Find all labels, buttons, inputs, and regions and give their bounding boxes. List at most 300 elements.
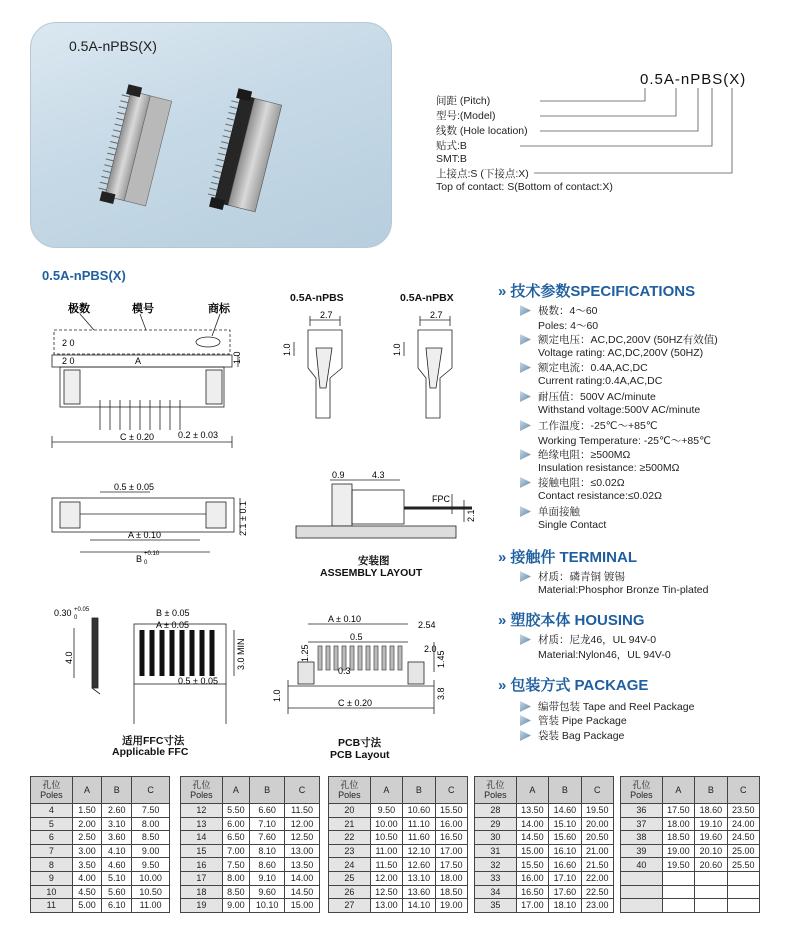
spec-withstand-cn: 耐压值：500V AC/minute [538, 391, 656, 403]
cell-value: 12.00 [285, 817, 320, 831]
table-row [31, 817, 170, 831]
ffc-title-en: Applicable FFC [112, 746, 189, 758]
pcb-title-cn: PCB寸法 [338, 737, 382, 749]
cell-value: 18.10 [549, 899, 581, 913]
cell-value: 18.60 [695, 804, 727, 818]
top-dim-b-tol: +0.10 [144, 551, 160, 557]
assembly-d2: 4.3 [372, 470, 385, 480]
side-w2: 2.7 [430, 310, 443, 320]
spec-voltage-en: Voltage rating: AC,DC,200V (50HZ) [538, 347, 704, 359]
table-row [621, 885, 760, 899]
front-num-2: 2 0 [62, 356, 75, 366]
table-row [31, 858, 170, 872]
header-c: C [435, 777, 467, 804]
front-num-1: 2 0 [62, 338, 75, 348]
cell-value: 16.10 [549, 844, 581, 858]
cell-value [727, 885, 759, 899]
ffc-a: A ± 0.05 [156, 620, 189, 630]
cell-value: 10.00 [132, 871, 170, 885]
model-code-leader-lines [0, 0, 800, 200]
table-row [181, 817, 320, 831]
cell-value: 10.10 [250, 899, 285, 913]
cell-value: 14.50 [285, 885, 320, 899]
cell-value: 10.60 [403, 804, 435, 818]
cell-value: 9.10 [250, 871, 285, 885]
cell-value: 17.50 [662, 804, 694, 818]
cell-poles: 33 [475, 871, 517, 885]
terminal-en: Material:Phosphor Bronze Tin-plated [538, 584, 709, 596]
dimension-table [620, 776, 760, 913]
cell-value: 12.10 [403, 844, 435, 858]
cell-value: 10.50 [132, 885, 170, 899]
dimension-table [180, 776, 320, 913]
cell-value: 5.60 [102, 885, 132, 899]
cell-value: 20.50 [581, 831, 613, 845]
table-row [621, 817, 760, 831]
assembly-fpc: FPC [432, 494, 450, 504]
table-row [621, 899, 760, 913]
cell-value: 19.10 [695, 817, 727, 831]
cell-value: 16.00 [516, 871, 548, 885]
cell-value: 15.50 [435, 804, 467, 818]
code-label-hole: 线数 (Hole location) [436, 125, 528, 137]
cell-value: 24.50 [727, 831, 759, 845]
cell-value: 13.60 [403, 885, 435, 899]
pcb-c: C ± 0.20 [338, 698, 372, 708]
header-a: A [222, 777, 249, 804]
cell-value: 15.00 [285, 899, 320, 913]
cell-value: 19.50 [662, 858, 694, 872]
spec-current-cn: 额定电流：0.4A,AC,DC [538, 362, 648, 374]
housing-heading: » 塑胶本体 HOUSING [498, 612, 645, 629]
cell-value: 8.10 [250, 844, 285, 858]
package-heading: » 包装方式 PACKAGE [498, 677, 649, 694]
cell-poles: 19 [181, 899, 223, 913]
cell-value: 9.00 [132, 844, 170, 858]
header-a: A [516, 777, 548, 804]
cell-value: 17.00 [516, 899, 548, 913]
spec-insulation-en: Insulation resistance: ≥500MΩ [538, 462, 680, 474]
cell-value: 19.60 [695, 831, 727, 845]
ffc-thick-tol2: 0 [74, 615, 78, 621]
cell-value: 3.60 [102, 831, 132, 845]
table-row [475, 804, 614, 818]
ffc-thick-tol1: +0.05 [74, 607, 90, 613]
cell-poles: 13 [181, 817, 223, 831]
table-row [181, 871, 320, 885]
cell-value: 12.00 [370, 871, 402, 885]
cell-value: 19.00 [435, 899, 467, 913]
code-label-contact-en: Top of contact: S(Bottom of contact:X) [436, 181, 613, 193]
pcb-d7: 3.8 [436, 687, 446, 700]
cell-poles: 6 [31, 831, 73, 845]
cell-value: 8.50 [132, 831, 170, 845]
header-poles: 孔位 Poles [621, 777, 663, 804]
table-row [181, 831, 320, 845]
model-code: 0.5A-nPBS(X) [640, 71, 747, 88]
label-model: 模号 [132, 303, 154, 315]
table-row [181, 804, 320, 818]
cell-poles: 37 [621, 817, 663, 831]
side-h2: 1.0 [392, 343, 402, 356]
spec-current-en: Current rating:0.4A,AC,DC [538, 375, 663, 387]
ffc-thick: 0.30 [54, 608, 72, 618]
bullet-icon [520, 715, 531, 726]
header-b: B [102, 777, 132, 804]
cell-value: 12.50 [285, 831, 320, 845]
spec-contact-en: Contact resistance:≤0.02Ω [538, 490, 662, 502]
cell-poles: 38 [621, 831, 663, 845]
table-row [329, 858, 468, 872]
cell-value: 17.10 [549, 871, 581, 885]
bullet-icon [520, 305, 531, 316]
top-view-drawing [40, 478, 250, 568]
spec-contact-cn: 接触电阻：≤0.02Ω [538, 477, 625, 489]
cell-value: 10.00 [370, 817, 402, 831]
cell-value: 3.00 [72, 844, 102, 858]
cell-poles: 31 [475, 844, 517, 858]
bullet-icon [520, 334, 531, 345]
cell-value: 9.50 [370, 804, 402, 818]
header-b: B [549, 777, 581, 804]
top-dim-depth: 2.1 ± 0.1 [238, 501, 248, 536]
terminal-cn: 材质：磷青铜 镀锡 [538, 571, 625, 583]
table-row [329, 804, 468, 818]
cell-value [662, 885, 694, 899]
pcb-drawing [268, 612, 478, 738]
spec-insulation-cn: 绝缘电阻：≥500MΩ [538, 449, 631, 461]
front-dim-pin: 0.2 ± 0.03 [178, 430, 218, 440]
cell-value: 18.00 [435, 871, 467, 885]
drawing-section-title: 0.5A-nPBS(X) [42, 268, 126, 283]
cell-poles: 11 [31, 899, 73, 913]
table-row [475, 899, 614, 913]
spec-single-cn: 单面接触 [538, 506, 580, 518]
chevron-icon: » [498, 283, 505, 300]
cell-value: 17.60 [549, 885, 581, 899]
specifications-heading: » 技术参数SPECIFICATIONS [498, 283, 696, 300]
bullet-icon [520, 701, 531, 712]
header-poles: 孔位 Poles [329, 777, 371, 804]
header-c: C [285, 777, 320, 804]
table-row [475, 831, 614, 845]
cell-value: 21.50 [581, 858, 613, 872]
cell-poles: 27 [329, 899, 371, 913]
table-row [621, 831, 760, 845]
pcb-d3: 0.5 [350, 632, 363, 642]
cell-value [727, 899, 759, 913]
table-row [181, 844, 320, 858]
code-label-smt: SMT:B [436, 153, 467, 165]
cell-value: 25.50 [727, 858, 759, 872]
bullet-icon [520, 634, 531, 645]
cell-value: 11.00 [370, 844, 402, 858]
cell-value: 14.50 [516, 831, 548, 845]
top-dim-b-tol2: 0 [144, 560, 148, 566]
bullet-icon [520, 420, 531, 431]
cell-poles [621, 885, 663, 899]
ffc-drawing [44, 604, 254, 744]
header-b: B [695, 777, 727, 804]
cell-value: 19.50 [581, 804, 613, 818]
table-row [475, 871, 614, 885]
cell-value: 24.00 [727, 817, 759, 831]
cell-poles: 16 [181, 858, 223, 872]
table-row [329, 871, 468, 885]
cell-value: 8.00 [222, 871, 249, 885]
table-header-row [475, 777, 614, 804]
pcb-d1: 2.54 [418, 620, 436, 630]
cell-value: 11.60 [403, 831, 435, 845]
label-brand: 商标 [208, 303, 230, 315]
top-dim-a: A ± 0.10 [128, 530, 161, 540]
spec-withstand-en: Withstand voltage:500V AC/minute [538, 404, 701, 416]
bullet-icon [520, 730, 531, 741]
header-a: A [72, 777, 102, 804]
pcb-d4: 2.0 [424, 644, 437, 654]
table-header-row [621, 777, 760, 804]
front-view-drawing [40, 300, 250, 460]
chevron-icon: » [498, 549, 505, 566]
assembly-title-en: ASSEMBLY LAYOUT [320, 567, 423, 579]
package-item-bag: 袋装 Bag Package [538, 730, 625, 742]
side-w1: 2.7 [320, 310, 333, 320]
cell-value: 20.10 [695, 844, 727, 858]
chevron-icon: » [498, 677, 505, 694]
header-a: A [370, 777, 402, 804]
cell-value: 16.60 [549, 858, 581, 872]
table-row [621, 871, 760, 885]
ffc-len: 4.0 [64, 651, 74, 664]
cell-poles: 10 [31, 885, 73, 899]
cell-value: 18.50 [662, 831, 694, 845]
spec-temp-en: Working Temperature: -25℃～+85℃ [538, 435, 711, 447]
table-row [475, 885, 614, 899]
cell-value: 15.50 [516, 858, 548, 872]
cell-value [695, 899, 727, 913]
cell-poles: 22 [329, 831, 371, 845]
bullet-icon [520, 506, 531, 517]
cell-value: 6.00 [222, 817, 249, 831]
code-label-mount-cn: 贴式:B [436, 140, 467, 152]
table-row [31, 871, 170, 885]
ffc-title-cn: 适用FFC寸法 [122, 735, 185, 747]
cell-poles [621, 899, 663, 913]
table-row [329, 885, 468, 899]
table-row [621, 844, 760, 858]
header-c: C [727, 777, 759, 804]
cell-value: 22.50 [581, 885, 613, 899]
cell-poles: 28 [475, 804, 517, 818]
assembly-title-cn: 安装图 [358, 555, 390, 567]
cell-value: 23.50 [727, 804, 759, 818]
cell-value: 18.00 [662, 817, 694, 831]
cell-value: 7.10 [250, 817, 285, 831]
front-dim-c: C ± 0.20 [120, 432, 154, 442]
cell-value: 9.50 [132, 858, 170, 872]
cell-value: 4.00 [72, 871, 102, 885]
cell-value: 15.60 [549, 831, 581, 845]
header-c: C [132, 777, 170, 804]
dimension-table [328, 776, 468, 913]
cell-value: 18.50 [435, 885, 467, 899]
table-row [329, 899, 468, 913]
header-poles: 孔位 Poles [475, 777, 517, 804]
pcb-d2: 1.25 [300, 644, 310, 662]
bullet-icon [520, 477, 531, 488]
pcb-d8: 1.0 [272, 689, 282, 702]
photo-title: 0.5A-nPBS(X) [69, 38, 157, 54]
cell-value: 13.50 [516, 804, 548, 818]
cell-value: 16.00 [435, 817, 467, 831]
pcb-title-en: PCB Layout [330, 749, 390, 761]
spec-poles-en: Poles: 4～60 [538, 320, 599, 332]
cell-poles: 40 [621, 858, 663, 872]
cell-value: 4.60 [102, 858, 132, 872]
cell-value: 22.00 [581, 871, 613, 885]
table-row [181, 885, 320, 899]
cell-value: 14.00 [285, 871, 320, 885]
cell-value: 14.60 [549, 804, 581, 818]
table-row [329, 817, 468, 831]
table-row [475, 858, 614, 872]
cell-value: 11.00 [132, 899, 170, 913]
housing-en: Material:Nylon46，UL 94V-0 [538, 649, 671, 661]
cell-value: 7.00 [222, 844, 249, 858]
cell-value: 7.50 [222, 858, 249, 872]
cell-value [662, 871, 694, 885]
side-view-drawing [280, 308, 480, 428]
assembly-drawing [292, 470, 492, 550]
cell-value: 13.50 [285, 858, 320, 872]
bullet-icon [520, 391, 531, 402]
cell-value: 7.50 [132, 804, 170, 818]
dimension-table [30, 776, 170, 913]
cell-value: 8.50 [222, 885, 249, 899]
front-dim-h: 1.0 [232, 351, 242, 364]
cell-value: 14.10 [403, 899, 435, 913]
cell-poles: 36 [621, 804, 663, 818]
code-label-contact-cn: 上接点:S (下接点:X) [436, 168, 529, 180]
cell-poles: 32 [475, 858, 517, 872]
cell-poles [621, 871, 663, 885]
cell-value: 16.50 [435, 831, 467, 845]
cell-value: 23.00 [581, 899, 613, 913]
terminal-heading: » 接触件 TERMINAL [498, 549, 638, 566]
cell-value [727, 871, 759, 885]
cell-value: 5.00 [72, 899, 102, 913]
cell-value: 15.00 [516, 844, 548, 858]
cell-poles: 23 [329, 844, 371, 858]
cell-value: 3.10 [102, 817, 132, 831]
cell-poles: 5 [31, 817, 73, 831]
header-poles: 孔位 Poles [181, 777, 223, 804]
cell-poles: 21 [329, 817, 371, 831]
cell-value: 15.10 [549, 817, 581, 831]
cell-poles: 18 [181, 885, 223, 899]
spec-single-en: Single Contact [538, 519, 607, 531]
header-b: B [250, 777, 285, 804]
cell-value: 2.60 [102, 804, 132, 818]
table-header-row [31, 777, 170, 804]
table-header-row [329, 777, 468, 804]
cell-poles: 24 [329, 858, 371, 872]
header-a: A [662, 777, 694, 804]
cell-value: 17.50 [435, 858, 467, 872]
assembly-h: 2.1 [466, 509, 476, 522]
cell-value: 21.00 [581, 844, 613, 858]
cell-poles: 14 [181, 831, 223, 845]
cell-value: 4.50 [72, 885, 102, 899]
cell-value: 16.50 [516, 885, 548, 899]
cell-poles: 20 [329, 804, 371, 818]
cell-value: 20.00 [581, 817, 613, 831]
side-title-npbx: 0.5A-nPBX [400, 292, 454, 304]
table-row [621, 804, 760, 818]
table-row [329, 831, 468, 845]
dimension-tables [30, 776, 782, 913]
cell-value: 11.10 [403, 817, 435, 831]
cell-value: 4.10 [102, 844, 132, 858]
cell-value: 13.00 [370, 899, 402, 913]
spec-voltage-cn: 额定电压：AC,DC,200V (50HZ有效值) [538, 334, 718, 346]
cell-value: 9.00 [222, 899, 249, 913]
cell-value: 6.10 [102, 899, 132, 913]
cell-poles: 39 [621, 844, 663, 858]
code-label-model: 型号:(Model) [436, 110, 496, 122]
cell-value [695, 871, 727, 885]
cell-value: 9.60 [250, 885, 285, 899]
cell-value: 12.50 [370, 885, 402, 899]
table-row [31, 831, 170, 845]
package-item-tape: 编带包装 Tape and Reel Package [538, 701, 695, 713]
spec-poles-cn: 极数：4～60 [538, 305, 598, 317]
cell-poles: 17 [181, 871, 223, 885]
cell-value: 19.00 [662, 844, 694, 858]
ffc-min: 3.0 MIN [236, 638, 246, 670]
cell-value: 8.60 [250, 858, 285, 872]
table-row [475, 817, 614, 831]
cell-poles: 26 [329, 885, 371, 899]
cell-poles: 25 [329, 871, 371, 885]
top-dim-pitch: 0.5 ± 0.05 [114, 482, 154, 492]
cell-value: 5.50 [222, 804, 249, 818]
cell-value: 8.00 [132, 817, 170, 831]
pcb-a: A ± 0.10 [328, 614, 361, 624]
ffc-w: 0.5 ± 0.05 [178, 676, 218, 686]
cell-poles: 29 [475, 817, 517, 831]
cell-value: 1.50 [72, 804, 102, 818]
table-row [181, 858, 320, 872]
spec-temp-cn: 工作温度：-25℃～+85℃ [538, 420, 658, 432]
assembly-d1: 0.9 [332, 470, 345, 480]
cell-value: 25.00 [727, 844, 759, 858]
cell-value: 11.50 [285, 804, 320, 818]
chevron-icon: » [498, 612, 505, 629]
package-item-pipe: 管装 Pipe Package [538, 715, 627, 727]
table-row [329, 844, 468, 858]
front-a: A [135, 356, 142, 366]
cell-poles: 30 [475, 831, 517, 845]
cell-value: 17.00 [435, 844, 467, 858]
side-title-npbs: 0.5A-nPBS [290, 292, 344, 304]
cell-value: 7.60 [250, 831, 285, 845]
header-c: C [581, 777, 613, 804]
cell-value: 3.50 [72, 858, 102, 872]
table-row [475, 844, 614, 858]
cell-value: 13.00 [285, 844, 320, 858]
housing-cn: 材质：尼龙46，UL 94V-0 [538, 634, 657, 646]
